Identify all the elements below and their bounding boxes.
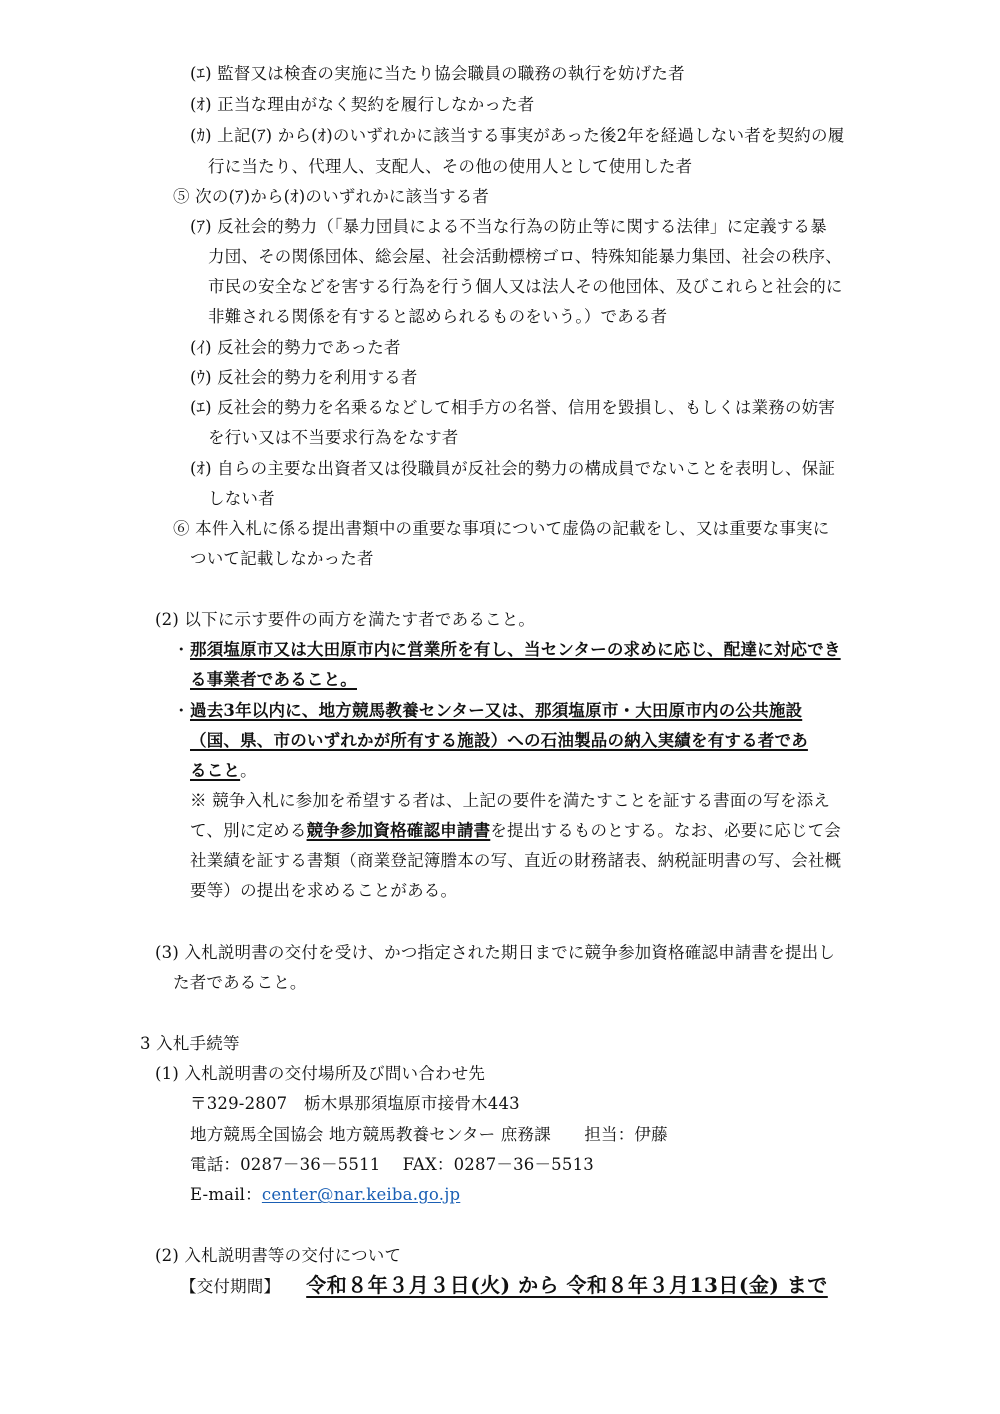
section-3-heading: 3 入札手続等 [140,1034,240,1053]
item-5e-line2: を行い又は不当要求行為をなす者 [208,428,459,447]
phone-fax: 電話：0287－36－5511 FAX：0287－36－5513 [190,1155,594,1174]
section-2-2-heading: (2) 以下に示す要件の両方を満たす者であること。 [155,610,536,629]
organization-contact: 地方競馬全国協会 地方競馬教養センター 庶務課 担当：伊藤 [190,1125,668,1144]
requirement-2-line1: 過去3年以内に、地方競馬教養センター又は、那須塩原市・大田原市内の公共施設 [190,701,803,720]
item-5a-line3: 市民の安全などを害する行為を行う個人又は法人その他団体、及びこれらと社会的に [208,277,843,296]
item-5a-line2: 力団、その関係団体、総会屋、社会活動標榜ゴロ、特殊知能暴力集団、社会の秩序、 [208,247,842,266]
note-line2-c: を提出するものとする。なお、必要に応じて会 [490,821,841,840]
requirement-1-line2: る事業者であること。 [190,670,357,689]
item-5i: (ｲ) 反社会的勢力であった者 [190,338,401,357]
application-form-name: 競争参加資格確認申請書 [306,821,491,840]
postal-address: 〒329-2807 栃木県那須塩原市接骨木443 [190,1094,520,1113]
item-5-heading: ⑤ 次の(ｱ)から(ｵ)のいずれかに該当する者 [173,187,490,206]
requirement-1-line1: 那須塩原市又は大田原市内に営業所を有し、当センターの求めに応じ、配達に対応でき [190,640,841,659]
note-line2-a: て、別に定める [190,821,307,840]
requirement-2-line2: （国、県、市のいずれかが所有する施設）への石油製品の納入実績を有する者であ [190,731,808,750]
bullet-2: ・ [173,701,190,720]
item-ka-line1: (ｶ) 上記(ｱ) から(ｵ)のいずれかに該当する事実があった後2年を経過しない者を契約の履 [190,126,845,145]
item-5a-line4: 非難される関係を有すると認められるものをいう。）である者 [208,307,668,326]
item-o: (ｵ) 正当な理由がなく契約を履行しなかった者 [190,95,535,114]
section-2-3-line1: (3) 入札説明書の交付を受け、かつ指定された期日までに競争参加資格確認申請書を提出し [155,943,836,962]
note-line3: 社業績を証する書類（商業登記簿謄本の写、直近の財務諸表、納税証明書の写、会社概 [190,851,842,870]
item-5o-line2: しない者 [208,489,275,508]
note-line1: ※ 競争入札に参加を希望する者は、上記の要件を満たすことを証する書面の写を添え [190,791,831,810]
email-label: E-mail： [190,1185,262,1204]
period-dates: 令和８年３月３日(火) から 令和８年３月13日(金) まで [306,1273,828,1297]
item-6-line2: ついて記載しなかった者 [190,549,374,568]
item-e: (ｴ) 監督又は検査の実施に当たり協会職員の職務の執行を妨げた者 [190,64,685,83]
item-5a-line1: (ｱ) 反社会的勢力（「暴力団員による不当な行為の防止等に関する法律」に定義する暴 [190,217,827,236]
section-3-1-heading: (1) 入札説明書の交付場所及び問い合わせ先 [155,1064,486,1083]
requirement-2-line3 [190,760,257,782]
email-line [190,1184,460,1206]
item-5u: (ｳ) 反社会的勢力を利用する者 [190,368,418,387]
item-5o-line1: (ｵ) 自らの主要な出資者又は役職員が反社会的勢力の構成員でないことを表明し、保証 [190,459,836,478]
requirement-2-line3-text: ること [190,761,241,780]
distribution-period-row [180,1274,828,1298]
item-6-line1: ⑥ 本件入札に係る提出書類中の重要な事項について虚偽の記載をし、又は重要な事実に [173,519,830,538]
email-link[interactable]: center@nar.keiba.go.jp [261,1185,461,1204]
requirement-2-line3-tail: 。 [240,761,257,780]
bullet-1: ・ [173,640,190,659]
section-2-3-line2: た者であること。 [173,973,307,992]
item-5e-line1: (ｴ) 反社会的勢力を名乗るなどして相手方の名誉、信用を毀損し、もしくは業務の妨害 [190,398,836,417]
note-line2 [190,820,841,842]
section-3-2-heading: (2) 入札説明書等の交付について [155,1246,402,1265]
note-line4: 要等）の提出を求めることがある。 [190,881,458,900]
item-ka-line2: 行に当たり、代理人、支配人、その他の使用人として使用した者 [208,157,693,176]
period-label: 【交付期間】 [180,1277,281,1296]
